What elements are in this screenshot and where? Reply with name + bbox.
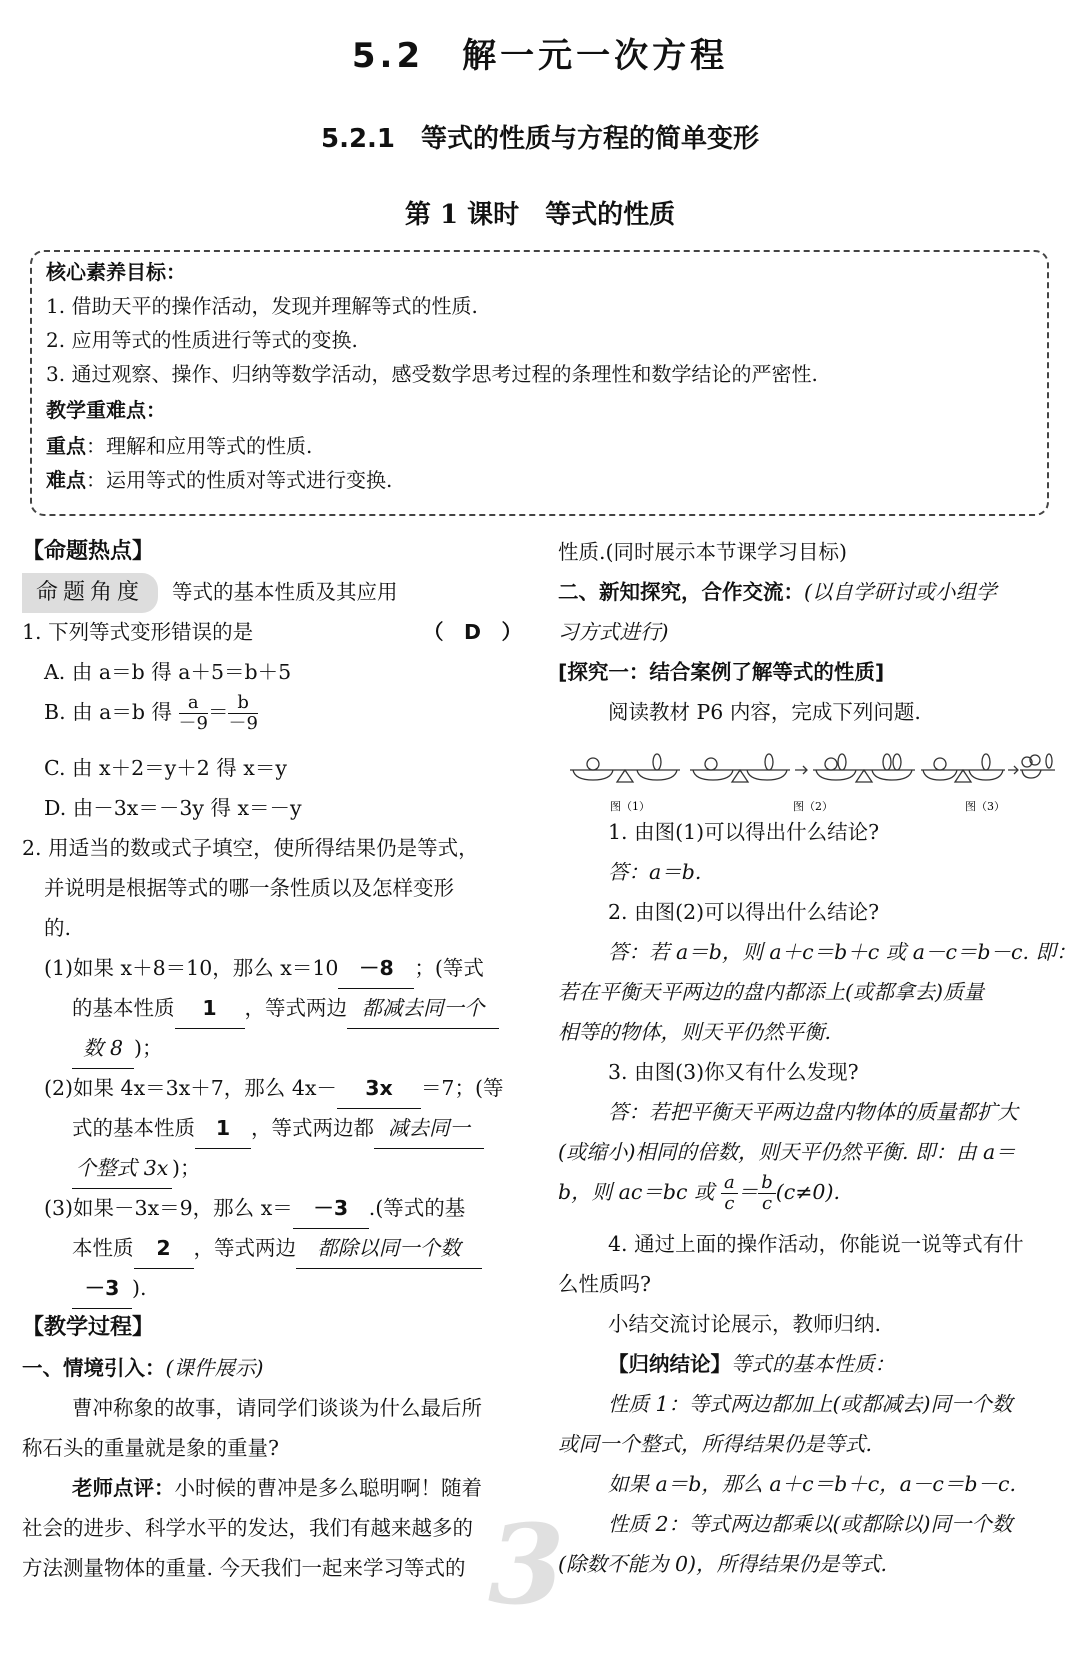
sec2-title: 二、新知探究，合作交流：: [558, 580, 804, 604]
text: 式的基本性质: [72, 1116, 195, 1140]
para: 曹冲称象的故事，请同学们谈谈为什么最后所: [72, 1396, 482, 1420]
page-number: 3: [488, 1500, 565, 1629]
figure-label: 图（2）: [793, 800, 833, 813]
q1b-pre: B. 由 a＝b 得: [44, 700, 172, 724]
q1-option-d: D. 由－3x＝－3y 得 x＝－y: [44, 796, 302, 820]
numerator: a: [179, 693, 208, 714]
text: b，则 ac＝bc 或: [558, 1180, 715, 1204]
goal-2: 2. 应用等式的性质进行等式的变换.: [46, 328, 358, 352]
answer: 答：若 a＝b，则 a＋c＝b＋c 或 a－c＝b－c. 即：: [608, 940, 1077, 964]
q1-option-b: B. 由 a＝b 得 $\frac{a}{-9}$ ＝ $\frac{b}{-9}$: [44, 692, 258, 734]
question: 1. 由图(1)可以得出什么结论?: [608, 820, 880, 844]
denominator: －9: [228, 713, 258, 734]
property: 如果 a＝b，那么 a＋c＝b＋c，a－c＝b－c.: [608, 1472, 1017, 1496]
text: ，等式两边: [244, 996, 347, 1020]
q2-line-2: 并说明是根据等式的哪一条性质以及怎样变形: [44, 876, 454, 900]
denominator: c: [761, 1193, 773, 1214]
q2-sub3-line3: [22, 1268, 522, 1308]
answer: b，则 ac＝bc 或 $\frac{a}{c}$ ＝ $\frac{b}{c}$ (c≠0).: [558, 1172, 840, 1214]
answer-blank: 个整式 3x: [72, 1148, 172, 1189]
property: 或同一个整式，所得结果仍是等式.: [558, 1432, 873, 1456]
question: 2. 由图(2)可以得出什么结论?: [608, 900, 880, 924]
denominator: －9: [178, 713, 208, 734]
q2-sub1-line1: [22, 948, 522, 988]
text: )；: [134, 1036, 163, 1060]
sec2-heading: [558, 572, 1063, 612]
text: 的基本性质: [72, 996, 175, 1020]
para: 称石头的重量就是象的重量?: [22, 1436, 279, 1460]
goals-heading: 核心素养目标：: [46, 260, 186, 284]
sec1-note: (课件展示): [165, 1356, 264, 1380]
answer-blank: 数 8: [72, 1028, 134, 1069]
balance-figures: [565, 748, 1055, 818]
q2-sub1-line3: [22, 1028, 522, 1068]
answer-blank: －3: [293, 1188, 369, 1229]
q2-sub1-line2: [22, 988, 522, 1028]
q2-line-1: 2. 用适当的数或式子填空，使所得结果仍是等式，: [22, 836, 479, 860]
q2-sub3-line1: [22, 1188, 522, 1228]
sec2-note: (以自学研讨或小组学: [804, 580, 997, 604]
numerator: a: [721, 1173, 738, 1194]
text: )；: [172, 1156, 201, 1180]
q1-text: 1. 下列等式变形错误的是: [22, 620, 254, 644]
teacher-comment: [22, 1468, 522, 1508]
subsection-title: 5.2.1 等式的性质与方程的简单变形: [320, 124, 760, 154]
text: ；(等式: [414, 956, 484, 980]
text: (c≠0).: [775, 1180, 840, 1204]
numerator: b: [228, 693, 257, 714]
q1: [22, 612, 522, 652]
text: ＝7；(等: [420, 1076, 504, 1100]
diff-label: 难点: [46, 468, 86, 492]
teacher-label: 老师点评：: [72, 1476, 175, 1500]
answer-blank: 1: [195, 1108, 251, 1149]
hot-heading: 【命题热点】: [22, 539, 155, 564]
section-title: 5.2 解一元一次方程: [351, 36, 729, 76]
key-label: 重点: [46, 434, 86, 458]
text: ，等式两边: [193, 1236, 296, 1260]
question: 么性质吗?: [558, 1272, 651, 1296]
explore-heading: [探究一：结合案例了解等式的性质]: [558, 660, 885, 684]
answer-blank: 都除以同一个数: [296, 1228, 482, 1269]
left-column: [22, 532, 522, 1588]
denominator: c: [724, 1193, 735, 1214]
sec1-heading: [22, 1348, 522, 1388]
process-heading: 【教学过程】: [22, 1315, 155, 1340]
para: 社会的进步、科学水平的发达，我们有越来越多的: [22, 1516, 473, 1540]
q2-sub2-line2: [22, 1108, 522, 1148]
property: (除数不能为 0)，所得结果仍是等式.: [558, 1552, 888, 1576]
conclusion-label: 【归纳结论】: [608, 1352, 731, 1376]
answer-blank: 1: [175, 988, 245, 1029]
answer: 答：若把平衡天平两边盘内物体的质量都扩大: [608, 1100, 1018, 1124]
figure-label: 图（1）: [610, 800, 650, 813]
text: ，等式两边都: [251, 1116, 374, 1140]
goals-box: [30, 250, 1049, 516]
numerator: b: [758, 1173, 776, 1194]
answer: 相等的物体，则天平仍然平衡.: [558, 1020, 832, 1044]
summary: 小结交流讨论展示，教师归纳.: [608, 1312, 882, 1336]
q2-sub2-line1: [22, 1068, 522, 1108]
right-column: [558, 532, 1077, 1584]
fraction: [179, 693, 208, 734]
answer: (或缩小)相同的倍数，则天平仍然平衡. 即：由 a＝: [558, 1140, 1016, 1164]
answer-blank: 3x: [337, 1068, 421, 1109]
goal-1: 1. 借助天平的操作活动，发现并理解等式的性质.: [46, 294, 478, 318]
q1-option-c: C. 由 x＋2＝y＋2 得 x＝y: [44, 756, 287, 780]
diff-text: ：运用等式的性质对等式进行变换.: [86, 468, 393, 492]
fraction: [721, 1173, 738, 1214]
q2-sub3-line2: [22, 1228, 522, 1268]
angle-row: [22, 572, 522, 612]
text: 等式的基本性质：: [731, 1352, 895, 1376]
q2-sub2-line3: [22, 1148, 522, 1188]
answer-blank: －3: [72, 1268, 132, 1309]
q1-option-a: A. 由 a＝b 得 a＋5＝b＋5: [44, 660, 292, 684]
q2-line-3: 的.: [44, 916, 72, 940]
goal-3: 3. 通过观察、操作、归纳等数学活动，感受数学思考过程的条理性和数学结论的严密性.: [46, 362, 818, 386]
lesson-title: 第 1 课时 等式的性质: [404, 200, 676, 230]
question: 4. 通过上面的操作活动，你能说一说等式有什: [608, 1232, 1024, 1256]
answer-blank: －8: [338, 948, 414, 989]
sec1-title: 一、情境引入：: [22, 1356, 166, 1380]
answer: 答：a＝b.: [608, 860, 702, 884]
q1-answer: （ D ）: [422, 620, 522, 644]
fraction: [228, 693, 257, 734]
text: .(等式的基: [368, 1196, 466, 1220]
property: 性质 2：等式两边都乘以(或都除以)同一个数: [608, 1512, 1013, 1536]
answer: 若在平衡天平两边的盘内都添上(或都拿去)质量: [558, 980, 984, 1004]
answer-blank: 都减去同一个: [347, 988, 499, 1029]
difficulty-heading: 教学重难点：: [46, 398, 166, 422]
text: 小时候的曹冲是多么聪明啊！随着: [174, 1476, 482, 1500]
conclusion: [558, 1344, 1063, 1384]
sec2-note-2: 习方式进行): [558, 620, 669, 644]
answer-blank: 2: [134, 1228, 194, 1269]
figure-label: 图（3）: [965, 800, 1005, 813]
text: 本性质: [72, 1236, 134, 1260]
key-text: ：理解和应用等式的性质.: [86, 434, 313, 458]
para: 方法测量物体的重量. 今天我们一起来学习等式的: [22, 1556, 466, 1580]
text: (1)如果 x＋8＝10，那么 x＝10: [44, 956, 339, 980]
difficult-point: [46, 464, 392, 493]
angle-text: 等式的基本性质及其应用: [172, 580, 398, 604]
answer-blank: 减去同一: [374, 1108, 484, 1149]
text: (3)如果－3x＝9，那么 x＝: [44, 1196, 293, 1220]
read-instruction: 阅读教材 P6 内容，完成下列问题.: [608, 700, 921, 724]
property: 性质 1：等式两边都加上(或都减去)同一个数: [608, 1392, 1013, 1416]
text: ).: [132, 1276, 147, 1300]
key-point: [46, 430, 312, 459]
para: 性质.(同时展示本节课学习目标): [558, 540, 848, 564]
angle-tag: 命题角度: [22, 573, 158, 613]
question: 3. 由图(3)你又有什么发现?: [608, 1060, 859, 1084]
fraction: [758, 1173, 776, 1214]
text: (2)如果 4x＝3x＋7，那么 4x－: [44, 1076, 337, 1100]
